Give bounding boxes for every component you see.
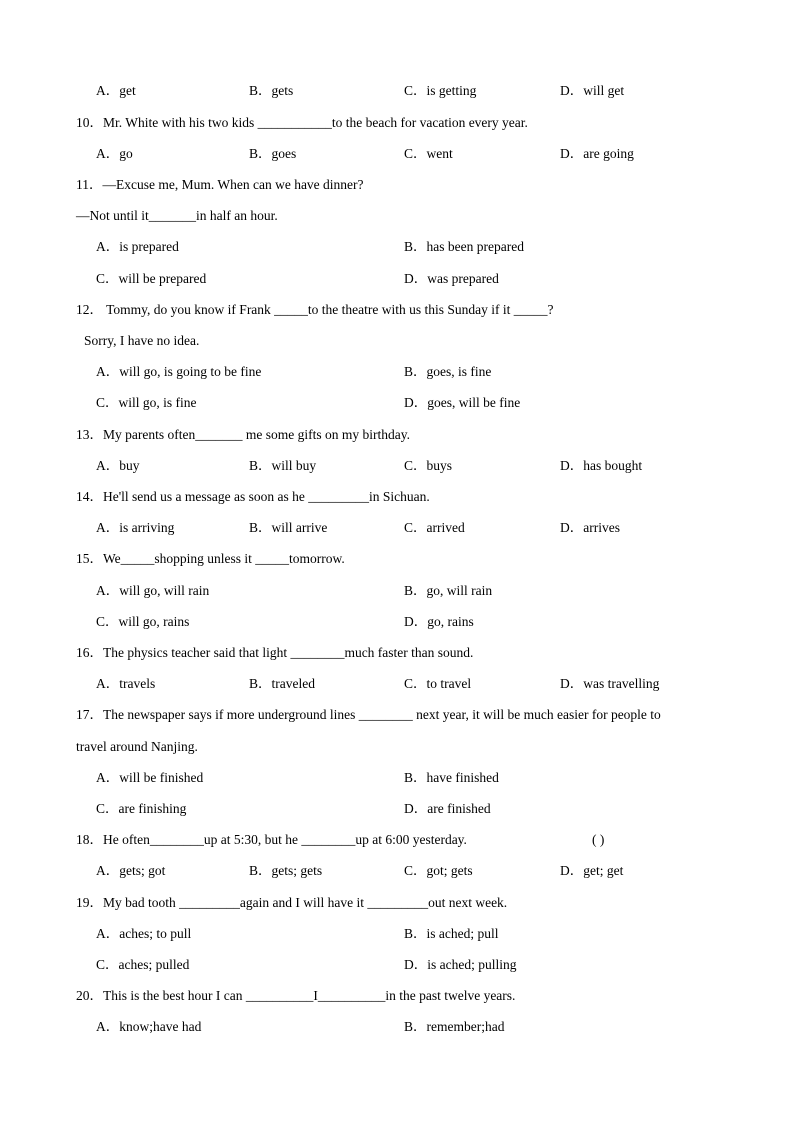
q17-option-c: C．are finishing bbox=[96, 801, 187, 816]
q18-option-b: B．gets; gets bbox=[249, 863, 323, 878]
q18-option-c: C．got; gets bbox=[404, 863, 473, 878]
q18-option-d: D．get; get bbox=[560, 863, 624, 878]
q17-option-d: D．are finished bbox=[404, 801, 491, 816]
q10-stem: 10．Mr. White with his two kids ___________to the beach for vacation every year. bbox=[76, 115, 528, 130]
q15-option-d: D．go, rains bbox=[404, 614, 474, 629]
q16-option-b: B．traveled bbox=[249, 676, 315, 691]
q11-stem-2: —Not until it_______in half an hour. bbox=[76, 208, 278, 223]
q9-option-d: D．will get bbox=[560, 83, 625, 98]
q16-option-a: A．travels bbox=[96, 676, 156, 691]
q18-answer-parentheses: ( ) bbox=[592, 832, 605, 847]
q20-option-b: B．remember;had bbox=[404, 1019, 505, 1034]
q16-option-c: C．to travel bbox=[404, 676, 472, 691]
q13-option-a: A．buy bbox=[96, 458, 140, 473]
q10-option-a: A．go bbox=[96, 146, 133, 161]
q16-stem: 16．The physics teacher said that light ________much faster than sound. bbox=[76, 645, 474, 660]
q10-option-d: D．are going bbox=[560, 146, 634, 161]
q12-option-d: D．goes, will be fine bbox=[404, 395, 521, 410]
q18-option-a: A．gets; got bbox=[96, 863, 166, 878]
q13-option-d: D．has bought bbox=[560, 458, 643, 473]
q20-stem: 20．This is the best hour I can __________I__________in the past twelve years. bbox=[76, 988, 516, 1003]
q19-stem: 19．My bad tooth _________again and I will have it _________out next week. bbox=[76, 895, 508, 910]
q12-option-b: B．goes, is fine bbox=[404, 364, 492, 379]
q15-option-c: C．will go, rains bbox=[96, 614, 190, 629]
q17-option-b: B．have finished bbox=[404, 770, 499, 785]
q19-option-c: C．aches; pulled bbox=[96, 957, 190, 972]
q12-stem: 12． Tommy, do you know if Frank _____to the theatre with us this Sunday if it _____? bbox=[76, 302, 554, 317]
q13-option-b: B．will buy bbox=[249, 458, 317, 473]
q9-option-b: B．gets bbox=[249, 83, 294, 98]
q14-option-d: D．arrives bbox=[560, 520, 620, 535]
q19-option-b: B．is ached; pull bbox=[404, 926, 499, 941]
q10-option-b: B．goes bbox=[249, 146, 297, 161]
q17-stem: 17．The newspaper says if more underground lines ________ next year, it will be much easier for people to bbox=[76, 707, 661, 722]
q15-option-a: A．will go, will rain bbox=[96, 583, 210, 598]
q19-option-a: A．aches; to pull bbox=[96, 926, 192, 941]
q14-option-a: A．is arriving bbox=[96, 520, 175, 535]
q9-option-c: C．is getting bbox=[404, 83, 477, 98]
q13-stem: 13．My parents often_______ me some gifts on my birthday. bbox=[76, 427, 410, 442]
q13-option-c: C．buys bbox=[404, 458, 453, 473]
q12-option-a: A．will go, is going to be fine bbox=[96, 364, 262, 379]
q14-option-b: B．will arrive bbox=[249, 520, 328, 535]
q14-stem: 14．He'll send us a message as soon as he _________in Sichuan. bbox=[76, 489, 430, 504]
q9-option-a: A．get bbox=[96, 83, 136, 98]
q11-option-b: B．has been prepared bbox=[404, 239, 524, 254]
q15-option-b: B．go, will rain bbox=[404, 583, 493, 598]
q12-stem-2: Sorry, I have no idea. bbox=[84, 333, 200, 348]
q20-option-a: A．know;have had bbox=[96, 1019, 202, 1034]
q17-option-a: A．will be finished bbox=[96, 770, 204, 785]
q10-option-c: C．went bbox=[404, 146, 453, 161]
q11-option-a: A．is prepared bbox=[96, 239, 179, 254]
q19-option-d: D．is ached; pulling bbox=[404, 957, 517, 972]
q16-option-d: D．was travelling bbox=[560, 676, 660, 691]
q11-option-d: D．was prepared bbox=[404, 271, 499, 286]
q12-option-c: C．will go, is fine bbox=[96, 395, 197, 410]
q11-stem: 11．—Excuse me, Mum. When can we have dinner? bbox=[76, 177, 364, 192]
q18-stem: 18．He often________up at 5:30, but he ________up at 6:00 yesterday. bbox=[76, 832, 467, 847]
q14-option-c: C．arrived bbox=[404, 520, 465, 535]
q15-stem: 15．We_____shopping unless it _____tomorrow. bbox=[76, 551, 345, 566]
q17-stem-2: travel around Nanjing. bbox=[76, 739, 198, 754]
q11-option-c: C．will be prepared bbox=[96, 271, 207, 286]
